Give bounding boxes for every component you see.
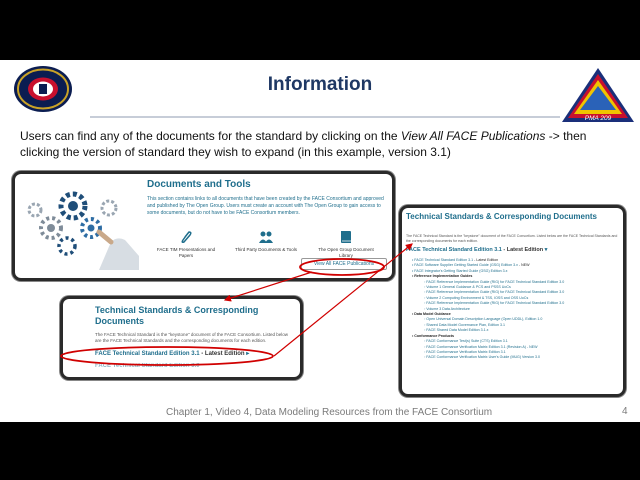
tree-row-text: Open Universal Domain Description Language (Open UDDL), Edition 1.0 xyxy=(426,317,543,322)
tree-row-text: Data Model Guidance xyxy=(414,312,451,317)
bullet-icon: • xyxy=(412,258,415,262)
tree-row-text: FACE Conformance Test(s) Suite (CTS) Edition 3.1 xyxy=(426,339,508,344)
intro-part-2: -> then clicking the version of standard they wish to expand (in this example, version 3.1) xyxy=(20,129,587,159)
bullet-icon: ◦ xyxy=(424,344,427,349)
documents-and-tools-heading: Documents and Tools xyxy=(147,179,251,190)
arrow-to-standards xyxy=(225,272,312,300)
technical-standards-heading: Technical Standards & Corresponding Documents xyxy=(95,305,259,326)
doc-link-label: FACE TIM Presentations and Papers xyxy=(156,247,216,258)
tree-row-text: Volume 2 Computing Environment & TSS, IOSS and OSS UoCs xyxy=(426,295,529,300)
bullet-icon: ◦ xyxy=(424,279,427,284)
tree-row-note: - Latest Edition xyxy=(473,258,499,262)
bullet-icon: ◦ xyxy=(424,285,427,290)
tree-row-text: FACE Reference Implementation Guide (RIG) for FACE Technical Standard Edition 3.0 xyxy=(426,279,565,284)
slide-footer: Chapter 1, Video 4, Data Modeling Resources from the FACE Consortium xyxy=(166,407,493,418)
doc-link-label: Third Party Documents & Tools xyxy=(235,247,297,252)
arrow-to-expanded-list xyxy=(274,244,415,356)
annotation-layer xyxy=(0,60,640,422)
doc-link-label: The Open Group Document Library xyxy=(318,247,374,258)
bullet-icon: • xyxy=(412,263,415,268)
slide xyxy=(0,60,640,422)
latest-edition-label: - Latest Edition xyxy=(501,247,544,253)
bullet-icon: ◦ xyxy=(424,339,427,344)
intro-part-1: Users can find any of the documents for the standard by clicking on the xyxy=(20,129,401,143)
edition-highlight-ellipse xyxy=(61,347,273,365)
tree-row-text: Conformance Products xyxy=(414,333,455,338)
edition-link-text: FACE Technical Standard Edition 3.1 xyxy=(406,247,502,253)
bullet-icon: ◦ xyxy=(424,301,427,306)
bullet-icon: ◦ xyxy=(424,317,427,322)
bullet-icon: • xyxy=(412,333,415,338)
edition-link-text: FACE Technical Standard Edition 3.1 xyxy=(95,351,200,357)
tree-row-text: FACE Software Supplier Getting Started Guide (GSG) Edition 3.x xyxy=(414,263,518,268)
bullet-icon: ◦ xyxy=(424,328,427,333)
bullet-icon: ◦ xyxy=(424,306,427,311)
page-number: 4 xyxy=(622,406,628,417)
triangle-right-icon: ▸ xyxy=(246,351,250,357)
tree-row-text: FACE Conformance Verification Matrix Edition 3.1 xyxy=(426,349,506,354)
bullet-icon: • xyxy=(412,274,415,279)
view-all-publications-button[interactable]: View All FACE Publications xyxy=(301,258,387,270)
bullet-icon: • xyxy=(412,268,415,273)
tree-row-note: - NEW xyxy=(517,263,530,268)
tree-row-text: FACE Conformance Verification Matrix User's Guide (MUG) Version 3.0 xyxy=(426,355,541,360)
bullet-icon: ◦ xyxy=(424,355,427,360)
bullet-icon: ◦ xyxy=(424,349,427,354)
tree-row-text: FACE Reference Implementation Guide (RIG) for FACE Technical Standard Edition 3.0 xyxy=(426,290,565,295)
latest-edition-label: - Latest Edition xyxy=(199,351,245,357)
tree-row-text: FACE Shared Data Model Edition 3.1.x xyxy=(426,328,489,333)
bullet-icon: ◦ xyxy=(424,322,427,327)
view-all-highlight-ellipse xyxy=(300,259,384,275)
tree-row-text: FACE Conformance Verification Matrix Edition 3.1 (Revision A) - NEW xyxy=(426,344,538,349)
intro-emphasis: View All FACE Publications xyxy=(400,129,546,143)
tree-row-text: FACE Integrator's Getting Started Guide (GSG) Edition 3.x xyxy=(414,268,508,273)
tree-row-text: FACE Technical Standard Edition 3.1 xyxy=(414,258,474,262)
tree-row-text: Shared Data Model Governance Plan, Edition 3.1 xyxy=(426,322,505,327)
triangle-down-icon: ▾ xyxy=(544,247,548,253)
tree-row-text: FACE Reference Implementation Guide (RIG) for FACE Technical Standard Edition 3.0 xyxy=(426,301,565,306)
slide-title: Information xyxy=(267,74,373,95)
bullet-icon: ◦ xyxy=(424,290,427,295)
tree-row-text: Volume 3 Data Architecture xyxy=(426,306,470,311)
svg-text:PMA 209: PMA 209 xyxy=(584,115,612,122)
bullet-icon: • xyxy=(412,312,415,317)
bullet-icon: ◦ xyxy=(424,295,427,300)
edition-3-0-link[interactable]: FACE Technical Standard Edition 3.0 xyxy=(95,363,200,369)
technical-standards-description: The FACE Technical Standard is the "keystone" document of the FACE Consortium. Listed below are the FACE Technical Standards and the corresponding documents for each edition. xyxy=(95,332,288,343)
expanded-standards-description: The FACE Technical Standard is the "keystone" document of the FACE Consortium. Listed below are the FACE Technical Standards and the corresponding documents for each edition. xyxy=(406,234,618,243)
expanded-standards-heading: Technical Standards & Corresponding Documents xyxy=(406,212,597,221)
tree-row-text: Volume 1 General Guidance & PCS and PSSS UoCs xyxy=(426,285,511,290)
documents-and-tools-description: This section contains links to all documents that have been created by the FACE Consortium and approved and published by The Open Group. Users must create an account with The Open Group to gain access to some documents, but do not have to be FACE Consortium members. xyxy=(147,196,384,216)
tree-row-text: Reference Implementation Guides xyxy=(414,274,473,279)
